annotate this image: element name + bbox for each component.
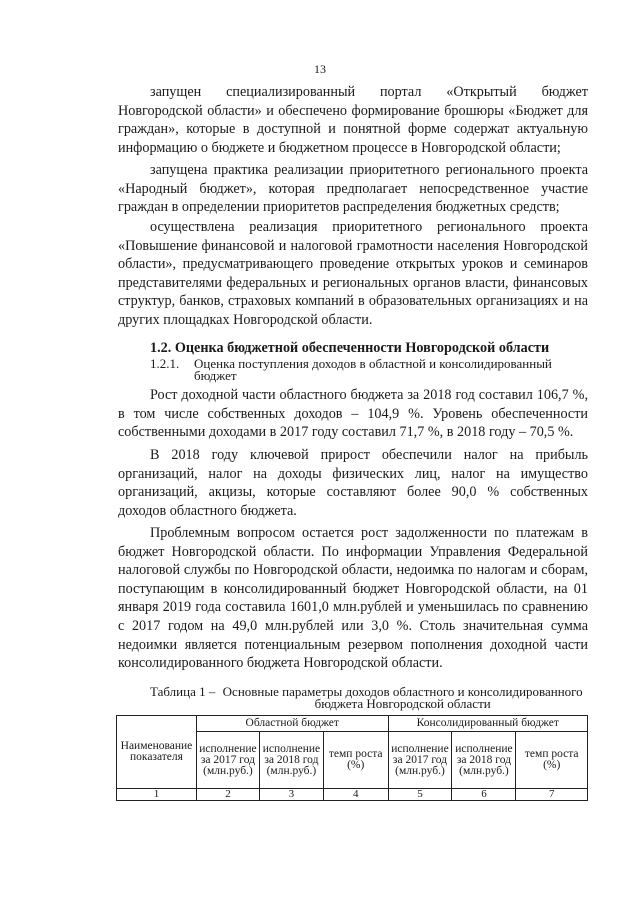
column-number: 7 (516, 789, 588, 801)
table-column-number-row (117, 789, 588, 801)
table-caption-label: Таблица 1 – (150, 684, 216, 699)
column-header: темп роста (%) (323, 732, 388, 789)
page-number: 13 (314, 62, 326, 76)
subsection-number: 1.2.1. (150, 356, 180, 371)
table-caption-title: Основные параметры доходов областного и консолидированного бюджета Новгородской области (222, 684, 583, 711)
column-number: 3 (259, 789, 323, 801)
column-number: 1 (117, 789, 197, 801)
table-header-row-groups (117, 716, 588, 732)
table-caption (150, 686, 590, 710)
paragraph-arrears: Проблемным вопросом остается рост задолженности по платежам в бюджет Новгородской области. По информации Управления Федеральной налоговой службы по Новгородской области, недоимка по налогам и сборам, поступающим в консолидированный бюджет Новгородской области, на 01 января 2019 года составила 1601,0 млн.рублей и уменьшилась по сравнению с 2017 годом на 49,0 млн.рублей или 3,0 %. Столь значительная сумма недоимки является потенциальным резервом пополнения доходной части консолидированного бюджета Новгородской области. (118, 525, 588, 672)
subsection-heading (150, 358, 590, 382)
section-heading: 1.2. Оценка бюджетной обеспеченности Новгородской области (150, 340, 550, 356)
subsection-title: Оценка поступления доходов в областной и консолидированный бюджет (194, 356, 552, 383)
paragraph-peoples-budget: запущена практика реализации приоритетного регионального проекта «Народный бюджет», которая предполагает непосредственное участие граждан в определении приоритетов распределения бюджетных средств; (118, 162, 588, 216)
paragraph-open-budget-portal: запущен специализированный портал «Открытый бюджет Новгородской области» и обеспечено формирование брошюры «Бюджет для граждан», которые в доступной и понятной форме содержат актуальную информацию о бюджете и бюджетном процессе в Новгородской области; (118, 84, 588, 156)
column-header: темп роста (%) (516, 732, 588, 789)
paragraph-financial-literacy: осуществлена реализация приоритетного регионального проекта «Повышение финансовой и налоговой грамотности населения Новгородской области», предусматривающего проведение открытых уроков и семинаров представителями федеральных и региональных органов власти, финансовых структур, банков, страховых компаний в образовательных организациях и на других площадках Новгородской области. (118, 219, 588, 328)
column-header: исполнение за 2017 год (млн.руб.) (388, 732, 452, 789)
group-regional-budget: Областной бюджет (196, 716, 388, 732)
paragraph-key-growth: В 2018 году ключевой прирост обеспечили налог на прибыль организаций, налог на доходы физических лиц, налог на имущество организаций, акцизы, которые составляют более 90,0 % собственных доходов областного бюджета. (118, 447, 588, 519)
column-number: 4 (323, 789, 388, 801)
group-consolidated-budget: Консолидированный бюджет (388, 716, 588, 732)
paragraph-revenue-growth: Рост доходной части областного бюджета за 2018 год составил 106,7 %, в том числе собственных доходов – 104,9 %. Уровень обеспеченности собственными доходами в 2017 году составил 71,7 %, в 2018 году – 70,5 %. (118, 387, 588, 441)
column-number: 2 (196, 789, 259, 801)
column-header: исполнение за 2017 год (млн.руб.) (196, 732, 259, 789)
column-number: 5 (388, 789, 452, 801)
column-header: исполнение за 2018 год (млн.руб.) (259, 732, 323, 789)
column-number: 6 (452, 789, 516, 801)
column-header: исполнение за 2018 год (млн.руб.) (452, 732, 516, 789)
row-header-cell: Наименование показателя (117, 716, 197, 789)
revenue-parameters-table (116, 715, 588, 801)
